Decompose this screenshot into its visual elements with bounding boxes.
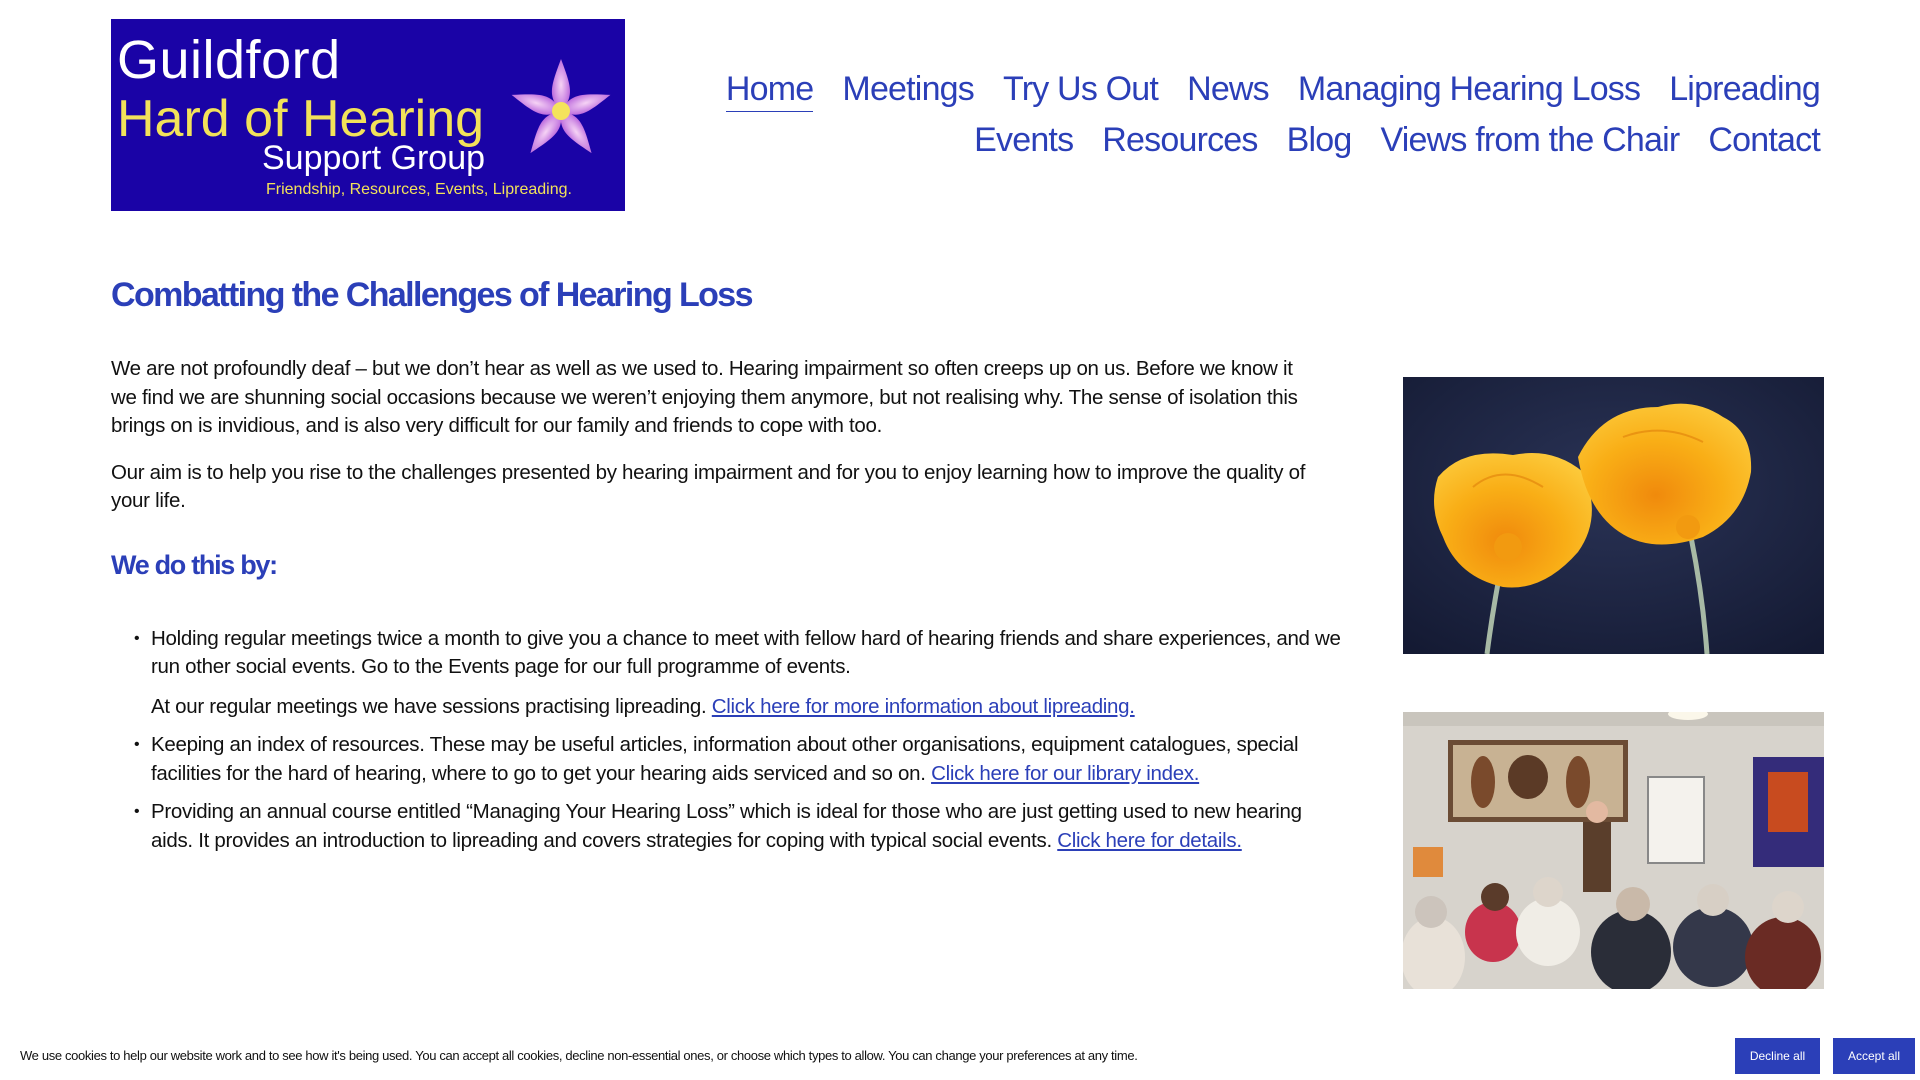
- bullet-list: [111, 625, 1341, 856]
- logo-line-3: Support Group: [262, 139, 486, 177]
- library-index-link[interactable]: Click here for our library index.: [931, 761, 1200, 785]
- accept-cookies-button[interactable]: Accept all: [1833, 1038, 1915, 1074]
- star-flower-icon: [506, 54, 616, 164]
- lipreading-info-link[interactable]: Click here for more information about lipreading.: [711, 694, 1135, 718]
- intro-paragraph: We are not profoundly deaf – but we don’t hear as well as we used to. Hearing impairment so often creeps up on us. Before we know it we find we are shunning social occasions because we weren’t enjoying them anymore, but not realising why. The sense of isolation this brings on is invidious, and is also very difficult for our family and friends to cope with too.: [111, 357, 1298, 437]
- bullet-sub-paragraph: [151, 693, 1341, 722]
- logo-line-1: Guildford: [117, 30, 341, 90]
- cookie-message: We use cookies to help our website work and to see how it's being used. You can accept all cookies, decline non-essential ones, or choose which types to allow. You can change your preferences at any time.: [20, 1048, 1138, 1063]
- course-details-link[interactable]: Click here for details.: [1057, 828, 1242, 852]
- page-title: Combatting the Challenges of Hearing Loss: [111, 276, 752, 314]
- bullet-text: Providing an annual course entitled “Managing Your Hearing Loss” which is ideal for those who are just getting used to new hearing aids. It provides an introduction to lipreading and covers strategies for coping with typical social events.: [151, 800, 1302, 852]
- section-heading: We do this by:: [111, 549, 277, 580]
- logo-tagline: Friendship, Resources, Events, Lipreading.: [266, 181, 572, 198]
- nav-link-managing-hearing-loss[interactable]: Managing Hearing Loss: [1297, 70, 1641, 108]
- nav-link-views-from-the-chair[interactable]: Views from the Chair: [1380, 121, 1680, 159]
- orange-poppies-photo: [1403, 377, 1824, 654]
- nav-link-try-us-out[interactable]: Try Us Out: [1002, 70, 1159, 108]
- nav-link-blog[interactable]: Blog: [1286, 121, 1352, 159]
- nav-link-events[interactable]: Events: [974, 121, 1074, 159]
- nav-row-1: [680, 70, 1820, 121]
- list-item: [111, 798, 1341, 855]
- site-logo[interactable]: [111, 19, 625, 211]
- main-navigation: [680, 70, 1820, 172]
- nav-link-resources[interactable]: Resources: [1102, 121, 1258, 159]
- nav-link-news[interactable]: News: [1187, 70, 1269, 108]
- logo-line-2: Hard of Hearing: [117, 90, 485, 148]
- nav-link-meetings[interactable]: Meetings: [842, 70, 974, 108]
- bullet-sub-text: At our regular meetings we have sessions practising lipreading.: [151, 694, 712, 718]
- nav-link-lipreading[interactable]: Lipreading: [1669, 70, 1820, 108]
- bullet-text: Keeping an index of resources. These may be useful articles, information about other organisations, equipment catalogues, special facilities for the hard of hearing, where to go to get your hearing aids serviced and so on.: [151, 733, 1299, 785]
- decline-cookies-button[interactable]: Decline all: [1735, 1038, 1820, 1074]
- list-item: [111, 731, 1341, 788]
- nav-row-2: [680, 121, 1820, 172]
- nav-link-home[interactable]: Home: [726, 70, 814, 112]
- group-meeting-photo: [1403, 712, 1824, 989]
- list-item: [111, 625, 1341, 722]
- cookie-banner: [0, 1024, 1920, 1080]
- bullet-text: Holding regular meetings twice a month to give you a chance to meet with fellow hard of hearing friends and share experiences, and we run other social events. Go to the Events page for our full programme of events.: [151, 626, 1341, 678]
- aim-paragraph: Our aim is to help you rise to the challenges presented by hearing impairment and for you to enjoy learning how to improve the quality of your life.: [111, 460, 1306, 512]
- main-content: [111, 276, 1341, 865]
- nav-link-contact[interactable]: Contact: [1708, 121, 1820, 159]
